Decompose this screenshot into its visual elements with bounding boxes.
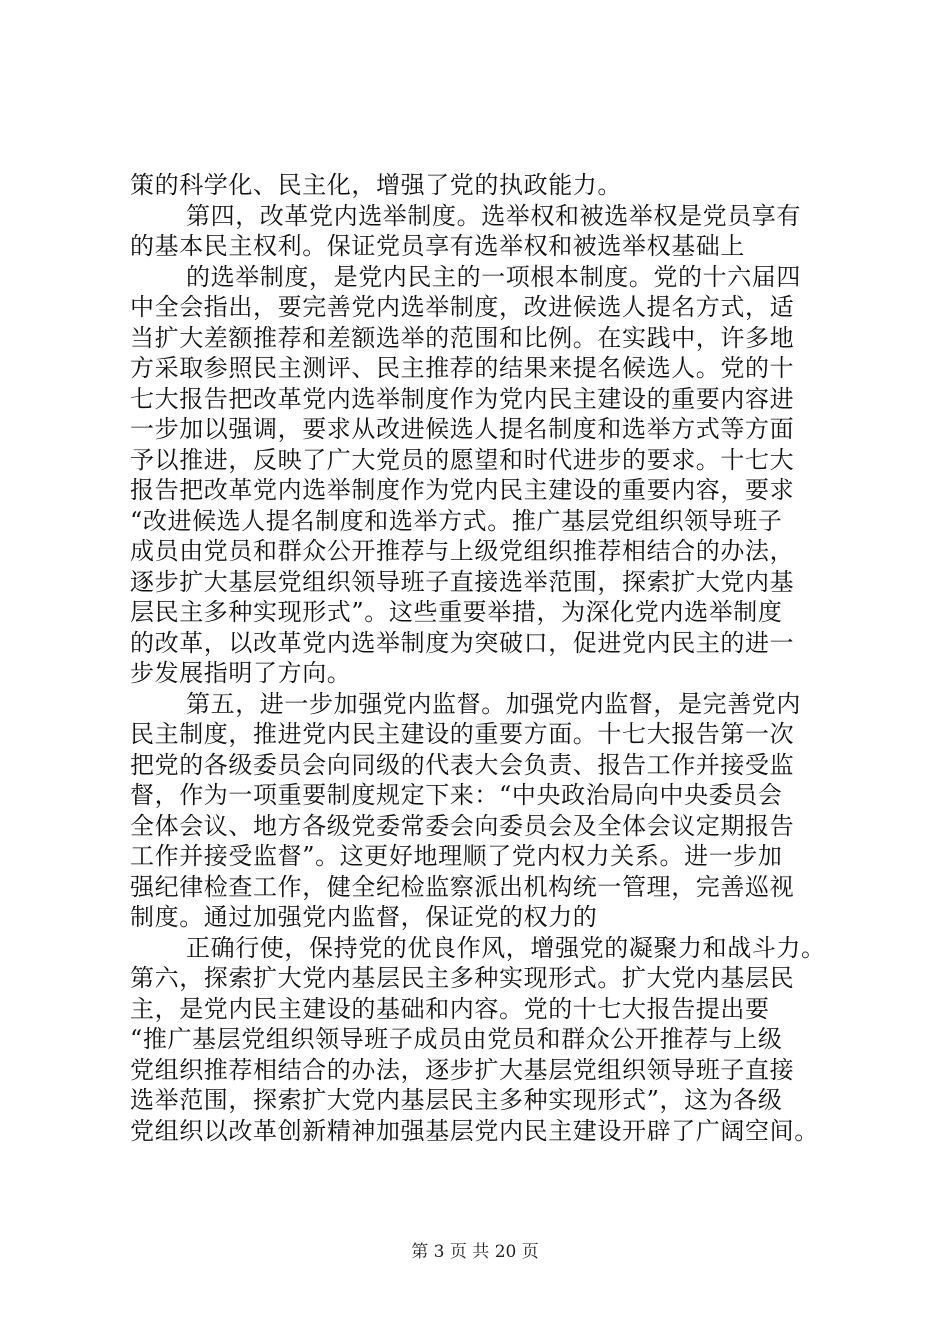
text-line: “改进候选人提名制度和选举方式。推广基层党组织领导班子: [130, 506, 783, 535]
document-body: [130, 170, 830, 1146]
page-number: 第 3 页 共 20 页: [411, 1242, 539, 1262]
text-line: 全体会议、地方各级党委常委会向委员会及全体会议定期报告: [130, 811, 795, 840]
text-line: 正确行使，保持党的优良作风，增强党的凝聚力和战斗力。: [186, 933, 826, 962]
text-line: 方采取参照民主测评、民主推荐的结果来提名候选人。党的十: [130, 354, 795, 382]
text-line: 第五，进一步加强党内监督。加强党内监督，是完善党内: [186, 689, 801, 718]
text-line: 策的科学化、民主化，增强了党的执政能力。: [130, 171, 622, 199]
text-line: 民主制度，推进党内民主建设的重要方面。十七大报告第一次: [130, 720, 795, 748]
text-line: 第四，改革党内选举制度。选举权和被选举权是党员享有: [186, 201, 801, 230]
text-line: 一步加以强调，要求从改进候选人提名制度和选举方式等方面: [130, 415, 795, 443]
text-line: 当扩大差额推荐和差额选举的范围和比例。在实践中，许多地: [130, 323, 795, 352]
text-line: 第六，探索扩大党内基层民主多种实现形式。扩大党内基层民: [130, 964, 795, 992]
text-line: 工作并接受监督”。这更好地理顺了党内权力关系。进一步加: [130, 842, 783, 870]
text-line: 强纪律检查工作，健全纪检监察派出机构统一管理，完善巡视: [130, 872, 795, 901]
text-line: 主，是党内民主建设的基础和内容。党的十七大报告提出要: [130, 994, 770, 1023]
text-line: 的基本民主权利。保证党员享有选举权和被选举权基础上: [130, 232, 745, 260]
text-line: 督，作为一项重要制度规定下来：“中央政治局向中央委员会: [130, 781, 783, 809]
text-line: 七大报告把改革党内选举制度作为党内民主建设的重要内容进: [130, 384, 795, 413]
text-line: 制度。通过加强党内监督，保证党的权力的: [130, 903, 598, 931]
text-line: 报告把改革党内选举制度作为党内民主建设的重要内容，要求: [130, 476, 795, 504]
text-line: 党组织以改革创新精神加强基层党内民主建设开辟了广阔空间。: [130, 1116, 819, 1145]
text-line: 步发展指明了方向。: [130, 659, 352, 687]
text-line: 把党的各级委员会向同级的代表大会负责、报告工作并接受监: [130, 750, 795, 779]
text-line: 的改革，以改革党内选举制度为突破口，促进党内民主的进一: [130, 628, 795, 657]
text-line: 党组织推荐相结合的办法，逐步扩大基层党组织领导班子直接: [130, 1055, 795, 1084]
text-line: 的选举制度，是党内民主的一项根本制度。党的十六届四: [186, 262, 801, 291]
text-line: 予以推进，反映了广大党员的愿望和时代进步的要求。十七大: [130, 445, 795, 474]
text-line: 选举范围，探索扩大党内基层民主多种实现形式”，这为各级: [130, 1086, 783, 1114]
text-line: 成员由党员和群众公开推荐与上级党组织推荐相结合的办法，: [130, 537, 795, 565]
text-line: 逐步扩大基层党组织领导班子直接选举范围，探索扩大党内基: [130, 567, 795, 596]
text-line: 层民主多种实现形式”。这些重要举措，为深化党内选举制度: [130, 598, 783, 626]
text-line: “推广基层党组织领导班子成员由党员和群众公开推荐与上级: [130, 1025, 783, 1053]
text-line: 中全会指出，要完善党内选举制度，改进候选人提名方式，适: [130, 293, 795, 321]
